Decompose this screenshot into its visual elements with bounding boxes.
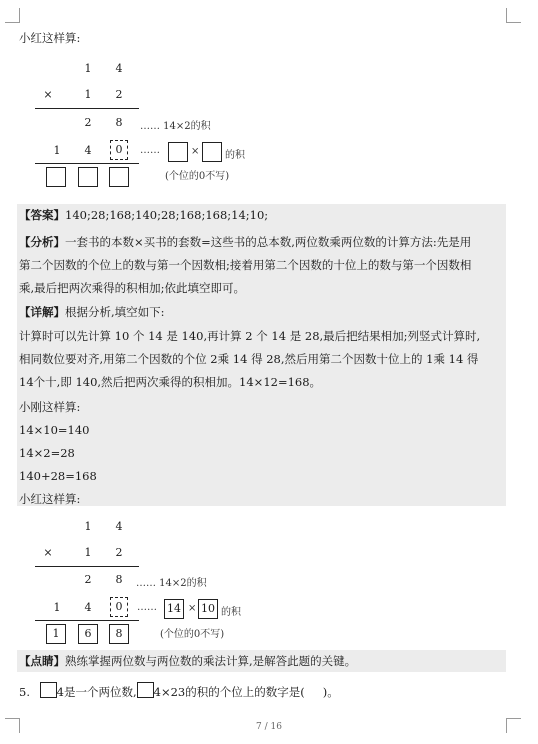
calc2-bottom-digit: 2	[115, 546, 123, 559]
calc1-bottom-digit: 1	[84, 88, 92, 101]
calc2-times-sign: ×	[43, 546, 53, 559]
page-number: 7 / 16	[256, 722, 282, 732]
calc2-bottom-digit: 1	[84, 546, 92, 559]
question-text-part3: )。	[322, 685, 339, 699]
calc1-bottom-digit: 2	[115, 88, 123, 101]
question-blank-box[interactable]	[40, 682, 57, 698]
calc1-top-digit: 4	[115, 62, 123, 75]
calc1-partial2-zero-box: 0	[110, 140, 128, 160]
calc2-partial1-note: …… 14×2的积	[136, 578, 207, 589]
tip-line	[19, 652, 356, 670]
calc2-result-box: 8	[109, 624, 129, 644]
calc1-top-digit: 1	[84, 62, 92, 75]
gang-step: 14×2=28	[19, 446, 75, 460]
analysis-line-2: 第二个因数的个位上的数与第一个因数相;接着用第二个因数的十位上的数与第一个因数相	[19, 258, 472, 272]
calc2-result-box: 1	[46, 624, 66, 644]
calc1-rule-1	[35, 108, 139, 109]
answer-text: 140;28;168;140;28;168;168;14;10;	[65, 208, 269, 222]
question-blank-box[interactable]	[137, 682, 154, 698]
calc2-partial2-digit: 4	[84, 601, 92, 614]
calc1-result-blank-box[interactable]	[109, 167, 129, 187]
calc2-omit-note: (个位的0不写)	[160, 629, 225, 640]
detail-line-3: 14个十,即 140,然后把两次乘得的积相加。14×12=168。	[19, 375, 322, 389]
analysis-tag: 【分析】	[19, 235, 65, 249]
tip-tag: 【点睛】	[19, 654, 65, 668]
question-number: 5.	[19, 685, 30, 699]
answer-line	[19, 206, 268, 224]
calc1-partial1-digit: 2	[84, 116, 92, 129]
detail-line-2: 相同数位要对齐,用第二个因数的个位 2乘 14 得 28,然后用第二个因数十位上的 1乘 14 得	[19, 352, 479, 366]
calc2-partial2-dots: ……	[137, 602, 157, 613]
calc1-partial2-note: 的积	[225, 150, 245, 161]
calc2-filled-box-b: 10	[198, 599, 218, 619]
gang-label: 小刚这样算:	[19, 400, 81, 414]
detail-line-1: 计算时可以先计算 10 个 14 是 140,再计算 2 个 14 是 28,最后把结果相加;列竖式计算时,	[19, 329, 481, 343]
analysis-line-3: 乘,最后把两次乘得的积相加;依此填空即可。	[19, 281, 246, 295]
calc2-top-digit: 4	[115, 520, 123, 533]
calc2-partial2-zero-box: 0	[110, 597, 128, 617]
gang-step: 140+28=168	[19, 469, 97, 483]
calc1-omit-note: (个位的0不写)	[165, 171, 230, 182]
calc2-result-box: 6	[78, 624, 98, 644]
question-5	[19, 682, 339, 701]
analysis-line-1	[19, 233, 471, 251]
calc2-times-sign-2: ×	[188, 603, 197, 614]
detail-tag: 【详解】	[19, 305, 65, 319]
tip-text: 熟练掌握两位数与两位数的乘法计算,是解答此题的关键。	[65, 654, 357, 668]
calc2-rule-2	[35, 620, 139, 621]
calc1-blank-box-a[interactable]	[168, 142, 188, 162]
gang-step: 14×10=140	[19, 423, 90, 437]
crop-mark-top-right	[506, 8, 521, 23]
calc1-result-blank-box[interactable]	[78, 167, 98, 187]
detail-intro: 根据分析,填空如下:	[65, 305, 165, 319]
calc1-result-blank-box[interactable]	[46, 167, 66, 187]
hong-label: 小红这样算:	[19, 492, 81, 506]
calc1-partial1-note: …… 14×2的积	[140, 121, 211, 132]
calc1-partial1-digit: 8	[115, 116, 123, 129]
calc2-partial1-digit: 2	[84, 573, 92, 586]
crop-mark-top-left	[5, 8, 20, 23]
calc2-partial1-digit: 8	[115, 573, 123, 586]
detail-line-intro	[19, 303, 165, 321]
question-text-part2: 4×23的积的个位上的数字是(	[153, 685, 305, 699]
calc2-filled-box-a: 14	[164, 599, 184, 619]
answer-tag: 【答案】	[19, 208, 65, 222]
question-text-part1: 4是一个两位数,	[56, 685, 137, 699]
calc1-times-sign-2: ×	[191, 146, 200, 157]
calc2-top-digit: 1	[84, 520, 92, 533]
calc1-partial2-digit: 1	[53, 144, 61, 157]
calc1-times-sign: ×	[43, 88, 53, 101]
calc1-partial2-dots: ……	[140, 145, 160, 156]
calc1-label: 小红这样算:	[19, 31, 81, 45]
calc2-rule-1	[35, 566, 139, 567]
calc1-blank-box-b[interactable]	[202, 142, 222, 162]
analysis-text: 一套书的本数×买书的套数=这些书的总本数,两位数乘两位数的计算方法:先是用	[65, 235, 472, 249]
calc2-partial2-digit: 1	[53, 601, 61, 614]
calc1-partial2-digit: 4	[84, 144, 92, 157]
calc1-rule-2	[35, 163, 139, 164]
calc2-partial2-note: 的积	[221, 607, 241, 618]
